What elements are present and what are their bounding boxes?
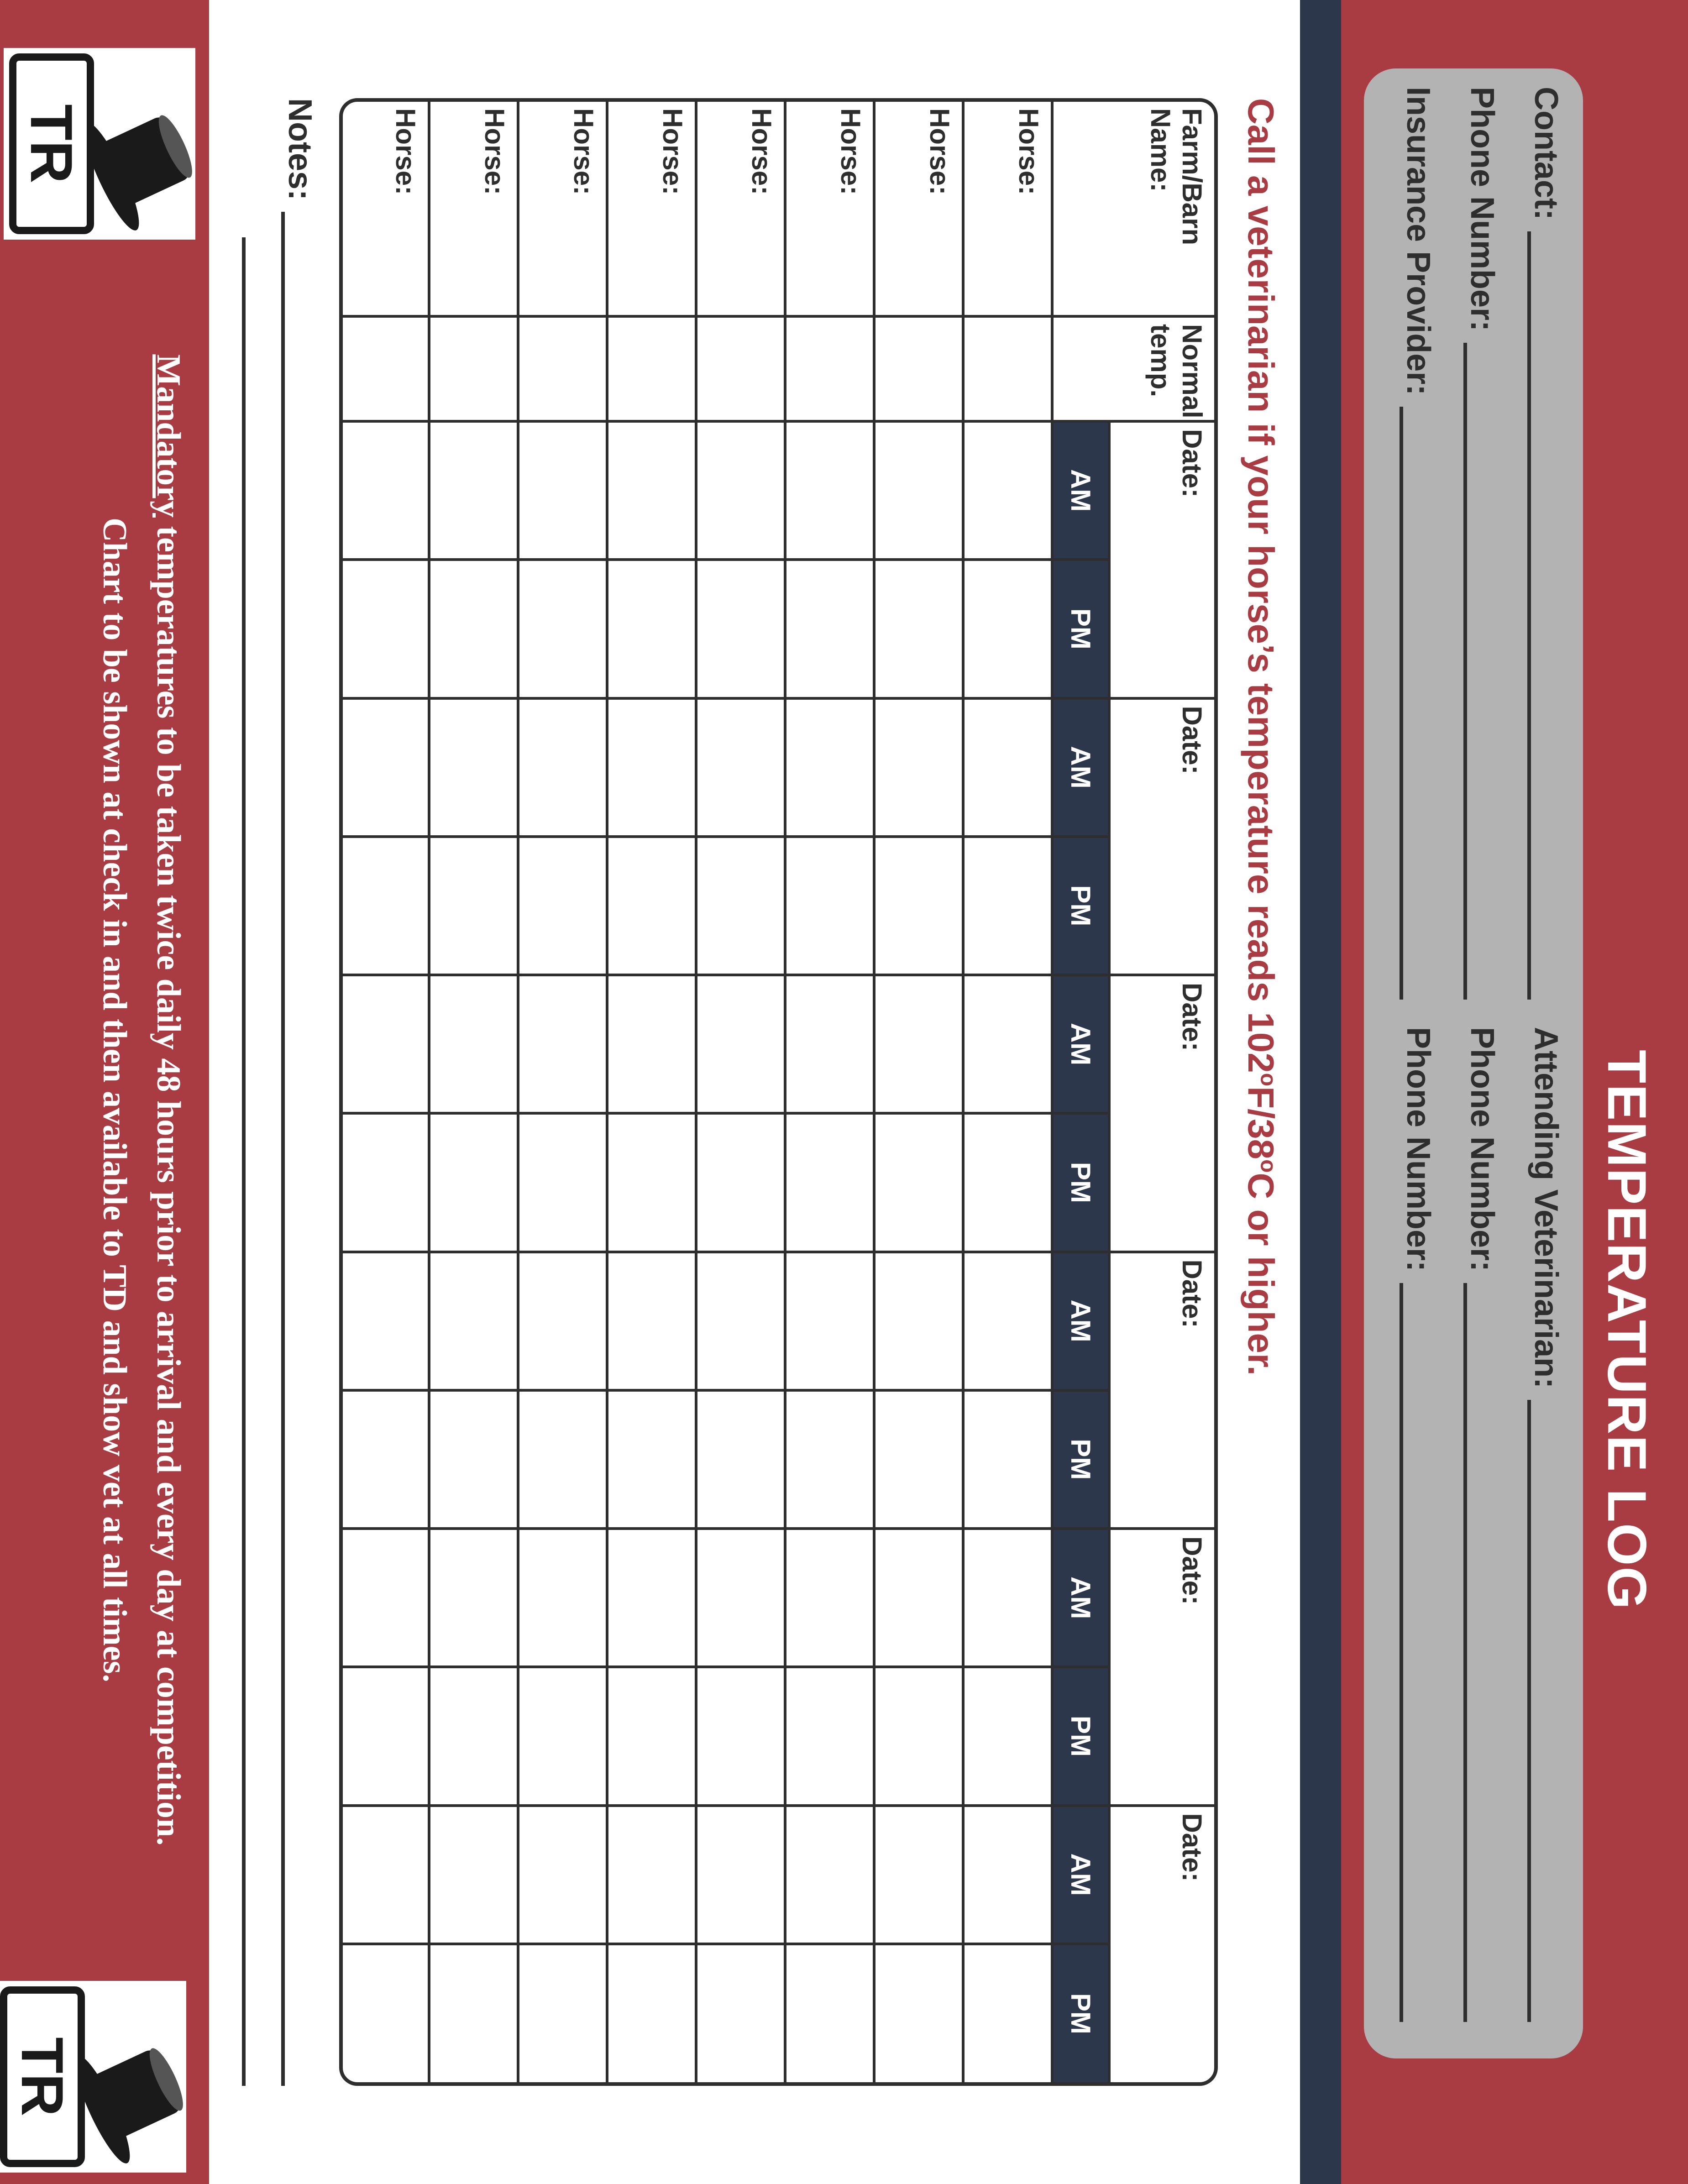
table-row [874, 102, 963, 2082]
table-row [963, 102, 1052, 2082]
temp-cell[interactable] [785, 975, 874, 1113]
temp-cell[interactable] [429, 1806, 518, 1944]
pm-label: PM [1052, 1667, 1109, 1805]
temp-cell[interactable] [429, 1667, 518, 1805]
temp-cell[interactable] [343, 1113, 429, 1252]
temp-cell[interactable] [874, 1390, 963, 1529]
temp-cell[interactable] [963, 1667, 1052, 1805]
temp-cell[interactable] [963, 1944, 1052, 2082]
temp-cell[interactable] [696, 975, 785, 1113]
temp-cell[interactable] [607, 698, 696, 837]
vet-phone-number-label: Phone Number: [1464, 1027, 1500, 1272]
normal-temp-cell[interactable] [429, 316, 518, 421]
degree-sign-f: o [1256, 1073, 1280, 1087]
temp-cell[interactable] [785, 1113, 874, 1252]
page-title: TEMPERATURE LOG [1596, 1050, 1657, 1610]
date-header-1[interactable]: Date: [1109, 421, 1214, 698]
normal-temp-cell[interactable] [696, 316, 785, 421]
veterinarian-alert [1240, 98, 1282, 1376]
temp-cell[interactable] [785, 837, 874, 975]
temp-cell[interactable] [963, 837, 1052, 975]
temp-cell[interactable] [785, 421, 874, 560]
horse-name-cell[interactable]: Horse: [518, 102, 607, 316]
attending-veterinarian-label: Attending Veterinarian: [1528, 1027, 1564, 1389]
alert-suffix: C or higher. [1241, 1173, 1281, 1376]
vet-phone-number-input-line[interactable] [1463, 1283, 1494, 2022]
temp-cell[interactable] [785, 1944, 874, 2082]
temp-cell[interactable] [518, 1113, 607, 1252]
insurance-phone-number-input-line[interactable] [1400, 1283, 1431, 2022]
temp-cell[interactable] [518, 1390, 607, 1529]
temp-cell[interactable] [785, 1529, 874, 1667]
temp-cell[interactable] [429, 698, 518, 837]
temp-cell[interactable] [874, 421, 963, 560]
top-hat-icon [0, 1981, 186, 2173]
date-header-6[interactable]: Date: [1109, 1806, 1214, 2083]
temp-cell[interactable] [429, 1529, 518, 1667]
temp-cell[interactable] [607, 1667, 696, 1805]
temp-cell[interactable] [785, 1390, 874, 1529]
temp-cell[interactable] [785, 560, 874, 698]
temp-cell[interactable] [343, 560, 429, 698]
temp-cell[interactable] [963, 975, 1052, 1113]
am-label: AM [1052, 698, 1109, 837]
table-row [696, 102, 785, 2082]
temp-cell[interactable] [607, 1529, 696, 1667]
temp-cell[interactable] [607, 1944, 696, 2082]
temp-cell[interactable] [518, 1667, 607, 1805]
am-label: AM [1052, 975, 1109, 1113]
contact-input-line[interactable] [1527, 231, 1558, 1000]
table-row [785, 102, 874, 2082]
insurance-provider-input-line[interactable] [1400, 407, 1431, 1000]
temp-cell[interactable] [607, 975, 696, 1113]
temp-cell[interactable] [696, 560, 785, 698]
temp-cell[interactable] [607, 1252, 696, 1390]
notes-input-line-2[interactable] [242, 237, 246, 2086]
temp-cell[interactable] [343, 1390, 429, 1529]
pm-label: PM [1052, 560, 1109, 698]
temp-cell[interactable] [607, 421, 696, 560]
mandatory-word: Mandatory [150, 354, 187, 518]
temp-cell[interactable] [429, 1113, 518, 1252]
temp-cell[interactable] [874, 698, 963, 837]
temp-cell[interactable] [874, 1944, 963, 2082]
temp-cell[interactable] [785, 1806, 874, 1944]
top-hat-icon [4, 48, 195, 240]
footer-line-2: Chart to be shown at check in and then available to TD and show vet at all times. [95, 518, 133, 1682]
temp-cell[interactable] [607, 1390, 696, 1529]
normal-temp-cell[interactable] [963, 316, 1052, 421]
temp-cell[interactable] [963, 1252, 1052, 1390]
table-row [429, 102, 518, 2082]
temp-cell[interactable] [518, 560, 607, 698]
temp-cell[interactable] [785, 1252, 874, 1390]
temp-cell[interactable] [874, 837, 963, 975]
temp-cell[interactable] [874, 1529, 963, 1667]
horse-name-cell[interactable]: Horse: [696, 102, 785, 316]
normal-temp-header[interactable]: Normal temp. [1052, 316, 1214, 421]
date-header-2[interactable]: Date: [1109, 698, 1214, 975]
farm-barn-name-header[interactable]: Farm/Barn Name: [1052, 102, 1214, 316]
temp-cell[interactable] [963, 421, 1052, 560]
am-label: AM [1052, 421, 1109, 560]
temp-cell[interactable] [874, 1667, 963, 1805]
phone-number-input-line[interactable] [1463, 343, 1494, 1000]
vet-phone-number-field[interactable] [1463, 1027, 1501, 2022]
temp-cell[interactable] [607, 560, 696, 698]
temp-cell[interactable] [518, 421, 607, 560]
horse-name-cell[interactable]: Horse: [874, 102, 963, 316]
temp-cell[interactable] [343, 837, 429, 975]
temp-cell[interactable] [607, 837, 696, 975]
table-row [607, 102, 696, 2082]
logo-text: TR [18, 104, 85, 183]
phone-number-field[interactable] [1463, 87, 1501, 1000]
temp-cell[interactable] [696, 837, 785, 975]
temp-cell[interactable] [785, 1667, 874, 1805]
pm-label: PM [1052, 1944, 1109, 2082]
temp-cell[interactable] [963, 1529, 1052, 1667]
temp-cell[interactable] [518, 1252, 607, 1390]
temperature-log-table [339, 98, 1218, 2086]
temp-cell[interactable] [874, 560, 963, 698]
temp-cell[interactable] [696, 698, 785, 837]
temp-cell[interactable] [518, 975, 607, 1113]
horse-name-cell[interactable]: Horse: [429, 102, 518, 316]
temp-cell[interactable] [518, 837, 607, 975]
am-label: AM [1052, 1529, 1109, 1667]
temp-cell[interactable] [343, 1529, 429, 1667]
temp-cell[interactable] [963, 698, 1052, 837]
temp-cell[interactable] [429, 421, 518, 560]
temp-cell[interactable] [343, 1667, 429, 1805]
temp-cell[interactable] [518, 1806, 607, 1944]
notes-input-line[interactable] [281, 212, 312, 2086]
horse-name-cell[interactable]: Horse: [607, 102, 696, 316]
normal-temp-cell[interactable] [785, 316, 874, 421]
date-header-4[interactable]: Date: [1109, 1252, 1214, 1529]
footer-line-1 [142, 256, 195, 1944]
temp-cell[interactable] [874, 1113, 963, 1252]
temp-cell[interactable] [696, 1252, 785, 1390]
notes-label: Notes: [282, 98, 318, 201]
contact-label: Contact: [1528, 87, 1564, 220]
tr-logo-left [4, 48, 195, 240]
alert-prefix: Call a veterinarian if your horse’s temperature reads 102 [1241, 98, 1281, 1073]
temp-cell[interactable] [963, 1113, 1052, 1252]
temp-cell[interactable] [607, 1806, 696, 1944]
alert-mid: F/38 [1241, 1086, 1281, 1160]
logo-text: TR [9, 2037, 76, 2116]
date-header-3[interactable]: Date: [1109, 975, 1214, 1252]
temp-cell[interactable] [963, 1806, 1052, 1944]
temp-cell[interactable] [343, 1252, 429, 1390]
temp-cell[interactable] [696, 1667, 785, 1805]
pm-label: PM [1052, 837, 1109, 975]
temp-cell[interactable] [963, 560, 1052, 698]
table-row [518, 102, 607, 2082]
notes-field[interactable] [281, 98, 319, 2086]
temp-cell[interactable] [429, 837, 518, 975]
pm-label: PM [1052, 1390, 1109, 1529]
insurance-phone-number-label: Phone Number: [1400, 1027, 1436, 1272]
am-label: AM [1052, 1806, 1109, 1944]
footer-line-1-rest: temperatures to be taken twice daily 48 hours prior to arrival and every day at competition. [150, 518, 187, 1846]
temp-cell[interactable] [429, 1390, 518, 1529]
temp-cell[interactable] [343, 975, 429, 1113]
table-row [343, 102, 429, 2082]
temp-cell[interactable] [343, 698, 429, 837]
temp-cell[interactable] [607, 1113, 696, 1252]
temp-cell[interactable] [429, 975, 518, 1113]
temp-cell[interactable] [518, 1529, 607, 1667]
temp-cell[interactable] [429, 1252, 518, 1390]
insurance-provider-label: Insurance Provider: [1400, 87, 1436, 396]
normal-temp-cell[interactable] [518, 316, 607, 421]
phone-number-label: Phone Number: [1464, 87, 1500, 332]
degree-sign-c: o [1256, 1159, 1280, 1173]
date-header-5[interactable]: Date: [1109, 1529, 1214, 1806]
temp-cell[interactable] [696, 1944, 785, 2082]
temp-cell[interactable] [874, 1252, 963, 1390]
temp-cell[interactable] [343, 1806, 429, 1944]
temp-cell[interactable] [696, 1390, 785, 1529]
horse-name-cell[interactable]: Horse: [343, 102, 429, 316]
footer-instructions [87, 256, 195, 1944]
insurance-phone-number-field[interactable] [1400, 1027, 1437, 2022]
temp-cell[interactable] [429, 1944, 518, 2082]
temp-cell[interactable] [874, 1806, 963, 1944]
temp-cell[interactable] [429, 560, 518, 698]
temp-cell[interactable] [343, 1944, 429, 2082]
navy-divider-band [1300, 0, 1341, 2184]
temp-cell[interactable] [963, 1390, 1052, 1529]
contact-field[interactable] [1527, 87, 1565, 1000]
normal-temp-cell[interactable] [607, 316, 696, 421]
attending-veterinarian-input-line[interactable] [1527, 1400, 1558, 2022]
tr-logo-right [0, 1981, 186, 2173]
temp-cell[interactable] [874, 975, 963, 1113]
temp-cell[interactable] [518, 698, 607, 837]
temp-cell[interactable] [785, 698, 874, 837]
pm-label: PM [1052, 1113, 1109, 1252]
normal-temp-cell[interactable] [343, 316, 429, 421]
temp-cell[interactable] [696, 1806, 785, 1944]
horse-name-cell[interactable]: Horse: [963, 102, 1052, 316]
temp-cell[interactable] [696, 421, 785, 560]
temp-cell[interactable] [696, 1529, 785, 1667]
am-label: AM [1052, 1252, 1109, 1390]
temp-cell[interactable] [343, 421, 429, 560]
table-header-row [1109, 102, 1214, 2082]
temp-cell[interactable] [696, 1113, 785, 1252]
temp-cell[interactable] [518, 1944, 607, 2082]
normal-temp-cell[interactable] [874, 316, 963, 421]
insurance-provider-field[interactable] [1400, 87, 1437, 1000]
horse-name-cell[interactable]: Horse: [785, 102, 874, 316]
attending-veterinarian-field[interactable] [1527, 1027, 1565, 2022]
